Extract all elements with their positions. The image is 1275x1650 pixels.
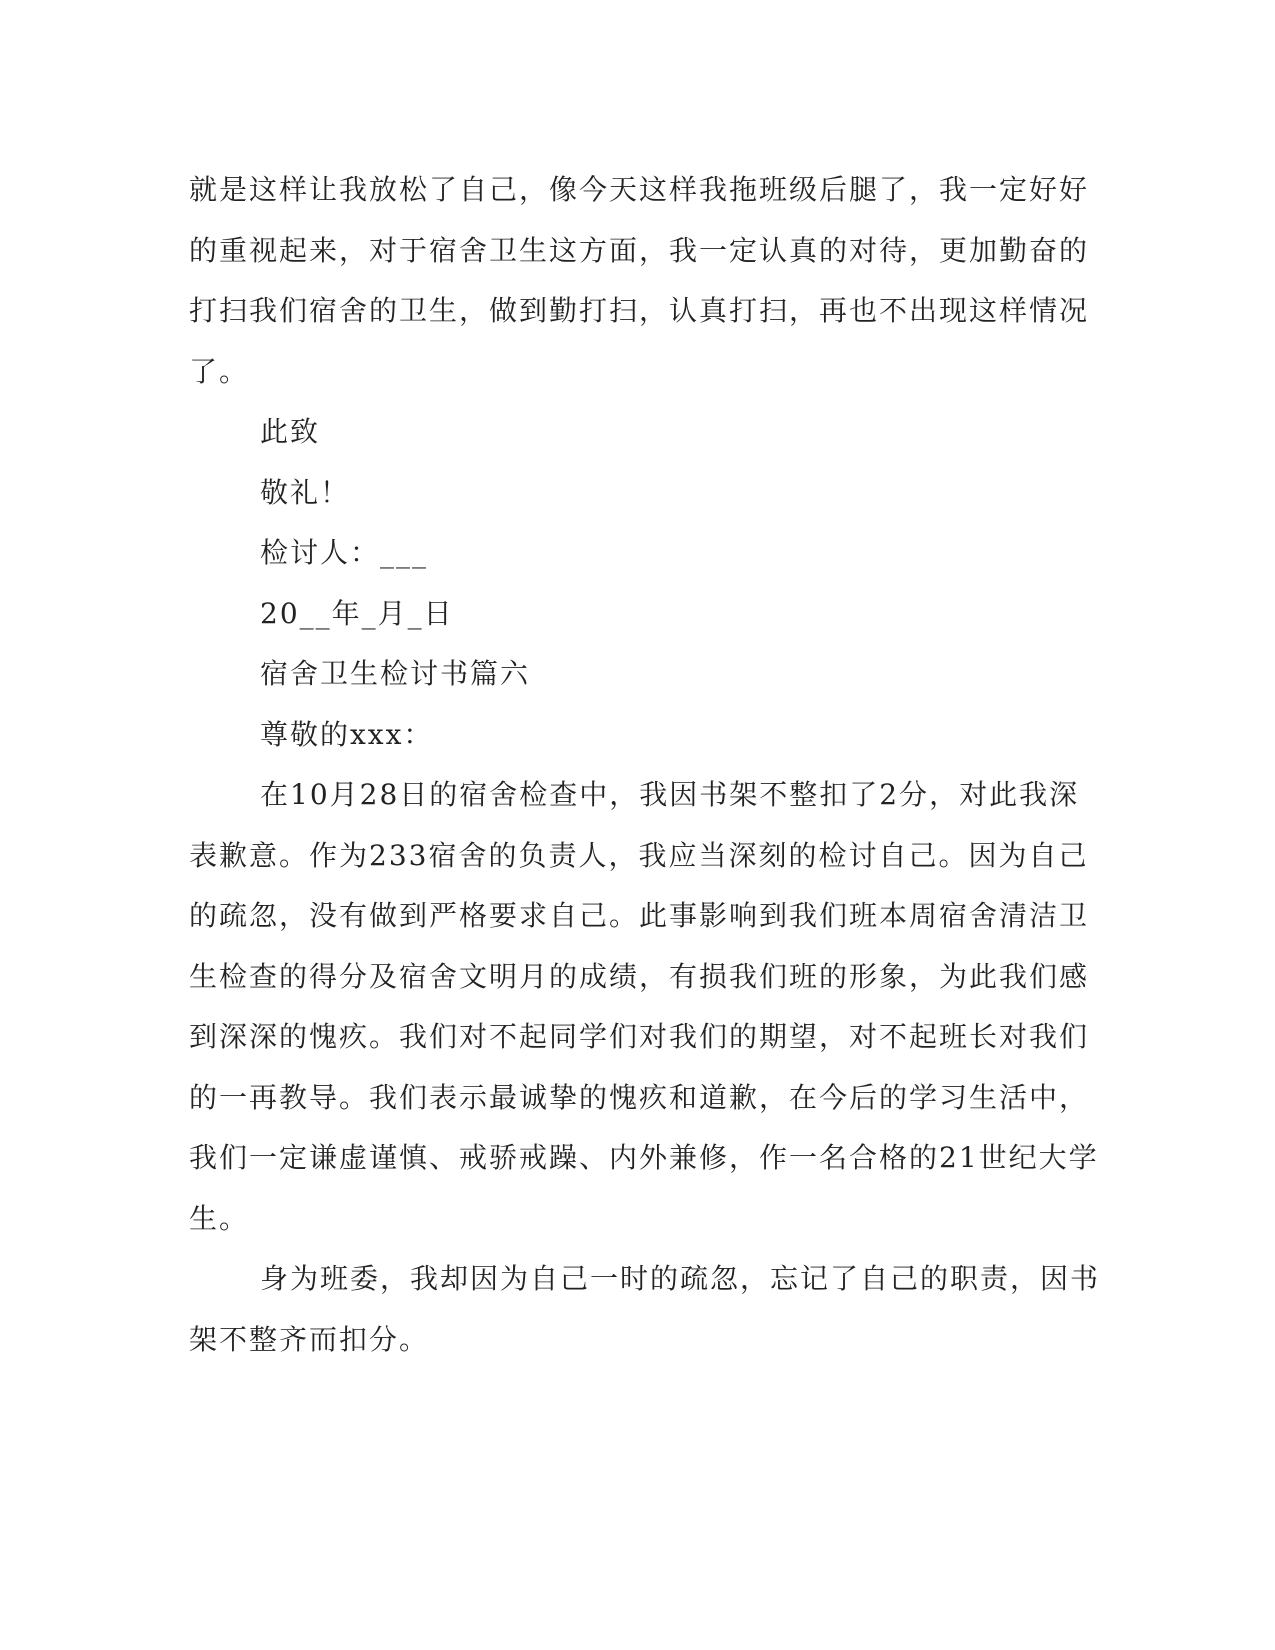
paragraph-line: 架不整齐而扣分。: [189, 1322, 430, 1356]
section-title: 宿舍卫生检讨书篇六: [260, 657, 531, 690]
paragraph-line: 表歉意。作为233宿舍的负责人，我应当深刻的检讨自己。因为自己: [189, 838, 1089, 872]
paragraph-line: 的疏忽，没有做到严格要求自己。此事影响到我们班本周宿舍清洁卫: [189, 899, 1090, 932]
document-body: [189, 160, 1101, 1370]
paragraph-line: 打扫我们宿舍的卫生，做到勤打扫，认真打扫，再也不出现这样情况: [189, 294, 1090, 327]
date-line: 20__年_月_日: [260, 596, 454, 630]
greeting-line: 尊敬的xxx：: [260, 717, 434, 751]
paragraph-line: 到深深的愧疚。我们对不起同学们对我们的期望，对不起班长对我们: [189, 1020, 1090, 1053]
paragraph-line: 生。: [189, 1201, 250, 1235]
paragraph-line: 在10月28日的宿舍检查中，我因书架不整扣了2分，对此我深: [260, 778, 1080, 811]
paragraph-line: 的一再教导。我们表示最诚挚的愧疚和道歉，在今后的学习生活中，: [189, 1080, 1090, 1114]
closing-phrase: 此致: [260, 415, 321, 448]
paragraph-line: 就是这样让我放松了自己，像今天这样我拖班级后腿了，我一定好好: [189, 173, 1090, 206]
signature-line: 检讨人：___: [260, 536, 429, 569]
paragraph-line: 的重视起来，对于宿舍卫生这方面，我一定认真的对待，更加勤奋的: [189, 233, 1090, 267]
paragraph-line: 生检查的得分及宿舍文明月的成绩，有损我们班的形象，为此我们感: [189, 959, 1090, 993]
paragraph-line: 身为班委，我却因为自己一时的疏忽，忘记了自己的职责，因书: [260, 1262, 1101, 1295]
salutation-closing: 敬礼！: [260, 475, 351, 509]
paragraph-line: 我们一定谦虚谨慎、戒骄戒躁、内外兼修，作一名合格的21世纪大学: [189, 1141, 1099, 1174]
paragraph-line: 了。: [189, 354, 250, 388]
